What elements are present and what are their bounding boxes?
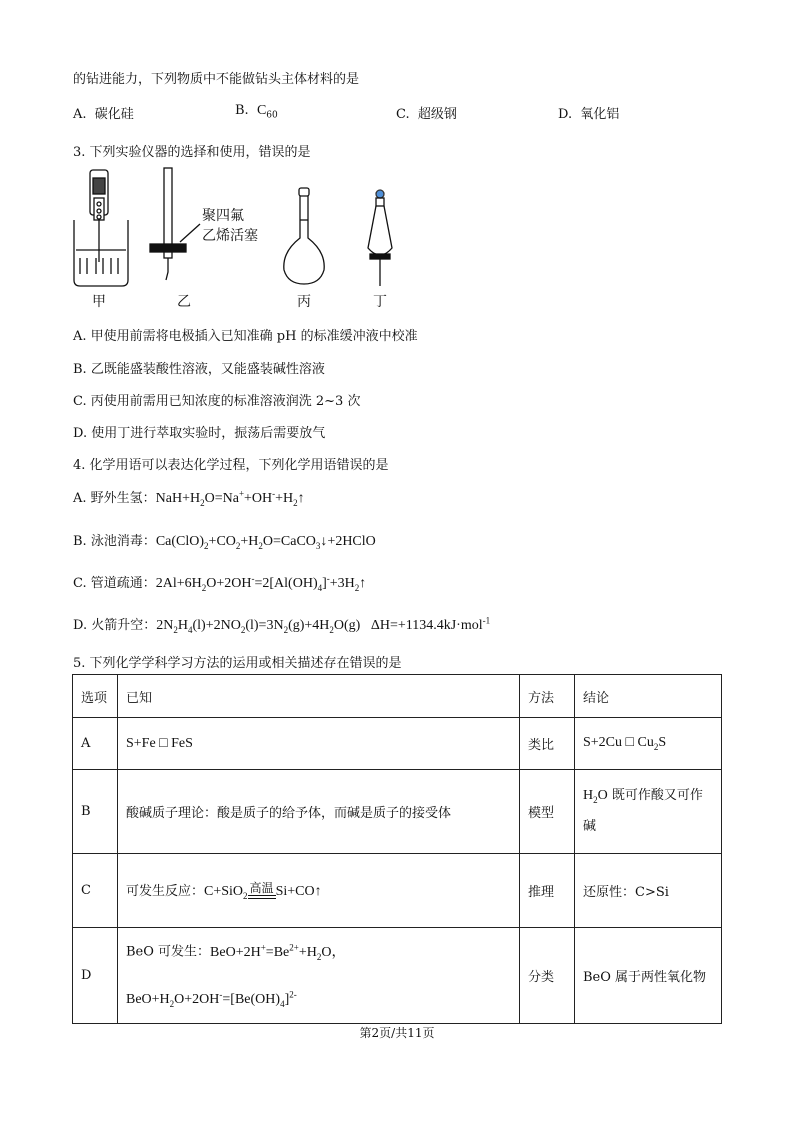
row-a-method: 类比: [520, 718, 575, 770]
row-b-method: 模型: [520, 770, 575, 854]
label-bing: 丙: [297, 294, 311, 310]
header-option: 选项: [73, 675, 118, 718]
table-row-d: [73, 928, 722, 1024]
header-conclusion: 结论: [575, 675, 722, 718]
row-b-option: B: [73, 770, 118, 854]
q2-stem-tail: 的钻进能力，下列物质中不能做钻头主体材料的是: [73, 72, 360, 87]
row-d-known: BeO 可发生：$BeO+2H^+=Be^{2+}+H_2O$， $BeO+H_2O+2OH^-=[Be(OH)_4]^{2-}$: [118, 928, 520, 1024]
q2-option-d: D. 氧化铝: [558, 107, 620, 122]
row-c-method: 推理: [520, 854, 575, 928]
q3-apparatus-figure: [60, 162, 420, 312]
q5-stem: 5. 下列化学学科学习方法的运用或相关描述存在错误的是: [73, 656, 402, 671]
row-a-option: A: [73, 718, 118, 770]
row-c-option: C: [73, 854, 118, 928]
q4-option-a: A. 野外生氢：$NaH+H_2O=Na^++OH^-+H_2↑$: [73, 488, 305, 508]
label-yi: 乙: [177, 294, 191, 310]
row-b-conclusion: $H_2O$ 既可作酸又可作 碱: [575, 770, 722, 854]
header-known: 已知: [118, 675, 520, 718]
row-c-known: 可发生反应：C+SiO$_2$ 高温 Si+CO↑: [118, 854, 520, 928]
q3-option-a: A. 甲使用前需将电极插入已知准确 pH 的标准缓冲液中校准: [73, 329, 418, 344]
table-row-b: [73, 770, 722, 854]
q3-option-b: B. 乙既能盛装酸性溶液，又能盛装碱性溶液: [73, 362, 325, 377]
q2-option-c: C. 超级钢: [396, 107, 457, 122]
label-jia: 甲: [92, 295, 106, 310]
q3-option-c: C. 丙使用前需用已知浓度的标准溶液润洗 2~3 次: [73, 394, 361, 409]
page-footer: 第2页/共11页: [359, 1026, 435, 1040]
q5-table: [72, 674, 722, 1024]
burette-diagram: [150, 168, 200, 280]
table-row-c: [73, 854, 722, 928]
ptfe-label-line2: 乙烯活塞: [202, 228, 258, 244]
table-row-a: [73, 718, 722, 770]
ptfe-label-line1: 聚四氟: [202, 208, 244, 224]
q3-stem: 3. 下列实验仪器的选择和使用，错误的是: [73, 145, 311, 160]
q4-option-b: B. 泳池消毒：$Ca(ClO)_2+CO_2+H_2O=CaCO_3↓+2HClO$: [73, 534, 376, 551]
header-method: 方法: [520, 675, 575, 718]
q4-option-d: D. 火箭升空：$2N_2H_4(l)+2NO_2(l)=3N_2(g)+4H_2O(g)$ ΔH=+1134.4kJ·mol$^{-1}$: [73, 615, 491, 635]
row-a-conclusion: S+2Cu □ $Cu_2S$: [575, 718, 722, 770]
label-ding: 丁: [373, 294, 387, 310]
volumetric-flask-diagram: [284, 188, 324, 284]
q2-option-a: A. 碳化硅: [73, 107, 134, 122]
row-d-method: 分类: [520, 928, 575, 1024]
q2-options: [73, 103, 713, 125]
separatory-funnel-diagram: [368, 190, 392, 286]
q4-option-c: C. 管道疏通：$2Al+6H_2O+2OH^-=2[Al(OH)_4]^-+3H_2↑$: [73, 573, 367, 593]
q2-option-b: B. $C_{60}$: [235, 103, 278, 121]
table-header-row: [73, 675, 722, 718]
row-d-conclusion: BeO 属于两性氧化物: [575, 928, 722, 1024]
row-c-conclusion: 还原性：C>Si: [575, 854, 722, 928]
row-b-known: 酸碱质子理论：酸是质子的给予体，而碱是质子的接受体: [118, 770, 520, 854]
q4-stem: 4. 化学用语可以表达化学过程，下列化学用语错误的是: [73, 458, 389, 473]
row-d-option: D: [73, 928, 118, 1024]
ph-electrode-beaker-diagram: [74, 170, 128, 286]
q3-option-d: D. 使用丁进行萃取实验时，振荡后需要放气: [73, 426, 326, 441]
row-a-known: S+Fe □ FeS: [118, 718, 520, 770]
